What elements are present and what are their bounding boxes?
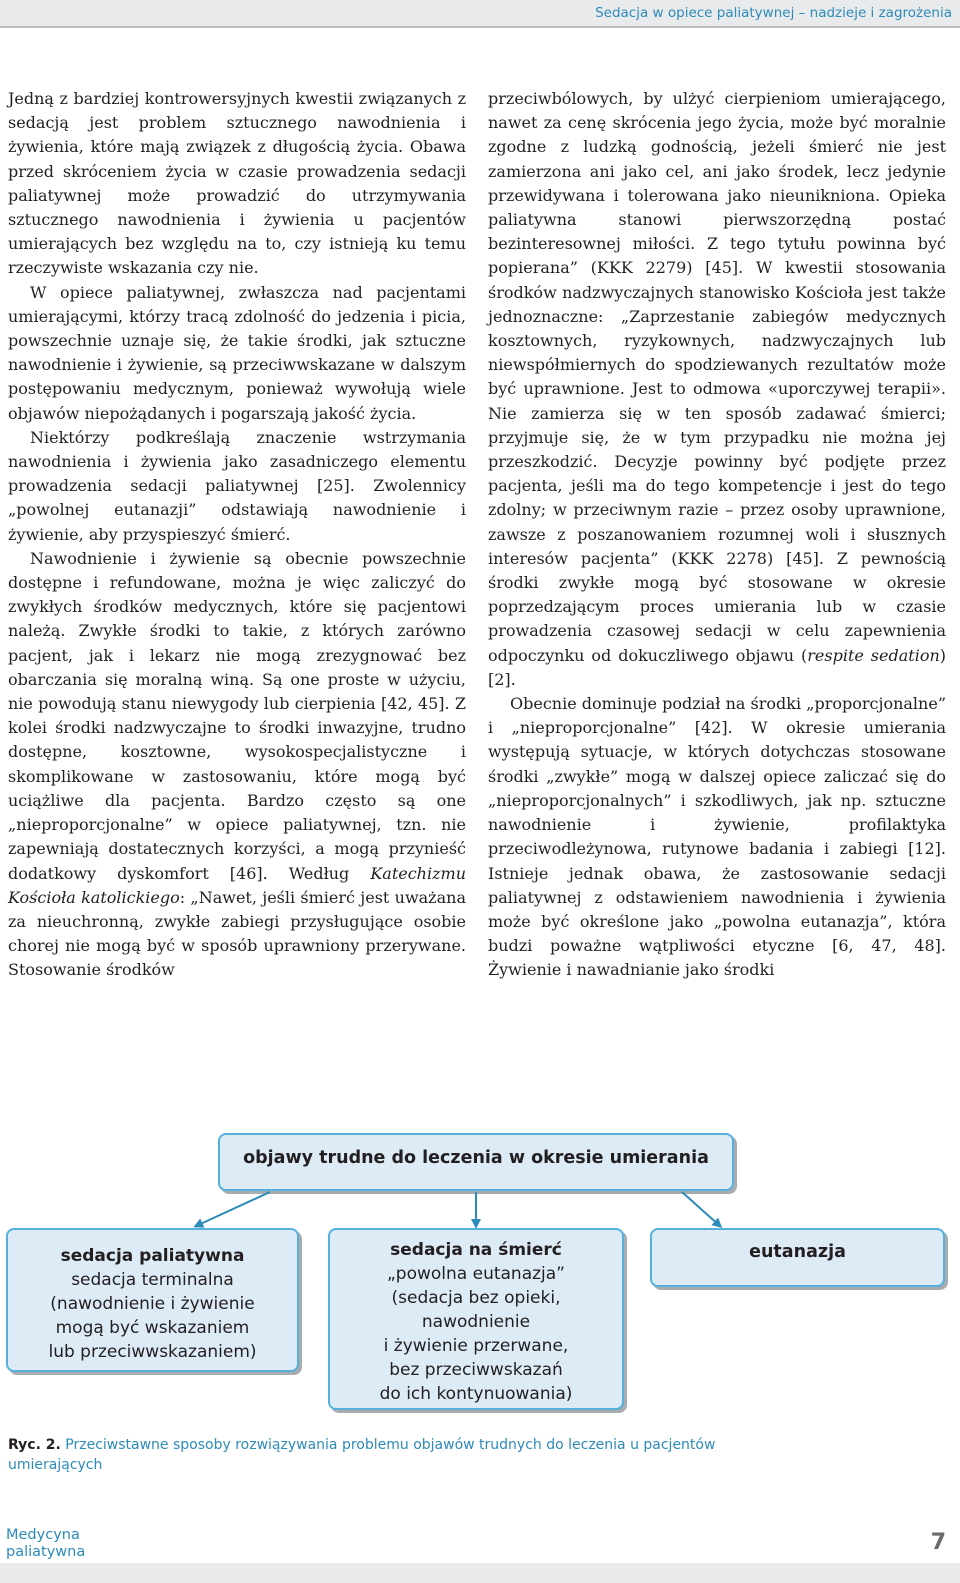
- latin-term: respite sedation: [807, 645, 940, 665]
- left-column: [8, 87, 466, 983]
- box-line: (nawodnienie i żywienie: [50, 1294, 255, 1314]
- paragraph: Niektórzy podkreślają znaczenie wstrzymania nawodnienia i żywienia jako zasadniczego elementu prowadzenia sedacji paliatywnej [25]. Zwolennicy „powolnej eutanazji” odstawiają nawodnienie i żywienie, aby przyspieszyć śmierć.: [8, 427, 466, 544]
- figure-box-euthanasia: [650, 1228, 945, 1287]
- paragraph: W opiece paliatywnej, zwłaszcza nad pacjentami umierającymi, którzy tracą zdolność do jedzenia i picia, powszechnie uznaje się, że takie środki, jak sztuczne nawodnienie i żywienie, są przeciwwskazane w dalszym postępowaniu medycznym, ponieważ wywołują wiele objawów niepożądanych i pogarszają jakość życia.: [8, 282, 466, 423]
- figure-box-sedation-to-death: [328, 1228, 624, 1410]
- box-line: lub przeciwwskazaniem): [48, 1342, 257, 1362]
- journal-logo: [6, 1527, 85, 1561]
- page-number: 7: [930, 1530, 946, 1555]
- running-header: [0, 0, 960, 28]
- caption-label: Ryc. 2.: [8, 1437, 61, 1453]
- box-line: sedacja terminalna: [71, 1270, 234, 1290]
- paragraph: Jedną z bardziej kontrowersyjnych kwestii związanych z sedacją jest problem sztucznego nawodnienia i żywienia, które mają związek z długością życia. Obawa przed skróceniem życia w czasie prowadzenia sedacji paliatywnej może prowadzić do utrzymywania sztucznego nawodnienia i żywienia u pacjentów umierających bez względu na to, czy istnieją ku temu rzeczywiste wskazania czy nie.: [8, 89, 466, 278]
- box-line: i żywienie przerwane,: [383, 1336, 569, 1356]
- box-line: (sedacja bez opieki,: [391, 1288, 561, 1308]
- paragraph: Obecnie dominuje podział na środki „proporcjonalne” i „nieproporcjonalne” [42]. W okresie umierania występują sytuacje, w których dotychczas stosowane środki „zwykłe” mogą w dalszej opiece zaliczać się do „nieproporcjonalnych” i szkodliwych, jak np. sztuczne nawodnienie i żywienie, profilaktyka przeciwodleżynowa, rutynowe badania i zabiegi [12]. Istnieje jednak obawa, że zastosowanie sedacji paliatywnej z odstawieniem nawodnienia i żywienia może być określone jako „powolna eutanazja”, która budzi poważne wątpliwości etyczne [6, 47, 48]. Żywienie i nawadnianie jako środki: [488, 694, 946, 980]
- box-title: sedacja na śmierć: [390, 1240, 562, 1260]
- right-column: [488, 87, 946, 983]
- paragraph: Nawodnienie i żywienie są obecnie powszechnie dostępne i refundowane, można je więc zaliczyć do zwykłych środków medycznych, które się pacjentowi należą. Zwykłe środki to takie, z których zarówno pacjent, jak i lekarz nie mogą zrezygnować bez obarczania się moralną winą. Są one proste w użyciu, nie powodują stanu niewygody lub cierpienia [42, 45]. Z kolei środki nadzwyczajne to środki inwazyjne, trudno dostępne, kosztowne, wysokospecjalistyczne i skomplikowane w zastosowaniu, które mogą być uciążliwe dla pacjenta. Bardzo często są one „nieproporcjonalne” w opiece paliatywnej, tzn. nie zapewniają dostatecznych korzyści, a mogą przynieść dodatkowy dyskomfort [46]. Według Katechizmu Kościoła katolickiego: „Nawet, jeśli śmierć jest uważana za nieuchronną, zwykłe zabiegi przysługujące osobie chorej nie mogą być w sposób uprawniony przerywane. Stosowanie środków: [8, 548, 467, 980]
- figure-top-label: objawy trudne do leczenia w okresie umierania: [243, 1148, 709, 1168]
- figure-top-box: [218, 1133, 734, 1191]
- journal-name-line1: Medycyna: [6, 1527, 80, 1543]
- box-line: „powolna eutanazja”: [386, 1264, 565, 1284]
- running-title: Sedacja w opiece paliatywnej – nadzieje i zagrożenia: [595, 5, 952, 21]
- box-title: eutanazja: [749, 1242, 846, 1262]
- arrow-left: [196, 1192, 270, 1226]
- caption-text: Przeciwstawne sposoby rozwiązywania problemu objawów trudnych do leczenia u pacjentów umierających: [8, 1437, 716, 1473]
- box-line: mogą być wskazaniem: [55, 1318, 250, 1338]
- arrow-right: [682, 1192, 720, 1226]
- figure-arrows: [0, 1190, 960, 1232]
- paragraph: przeciwbólowych, by ulżyć cierpieniom umierającego, nawet za cenę skrócenia jego życia, może być moralnie zgodne z ludzką godnością, jeżeli śmierć nie jest zamierzona ani jako cel, ani jako środek, lecz jedynie przewidywana i tolerowana jako nieunikniona. Opieka paliatywna stanowi pierwszorzędną postać bezinteresownej miłości. Z tego tytułu powinna być popierana” (KKK 2279) [45]. W kwestii stosowania środków nadzwyczajnych stanowisko Kościoła jest także jednoznaczne: „Zaprzestanie zabiegów medycznych kosztownych, ryzykownych, nadzwyczajnych lub niewspółmiernych do spodziewanych rezultatów może być uprawnione. Jest to odmowa «uporczywej terapii». Nie zamierza się w ten sposób zadawać śmierci; przyjmuje się, że w tym przypadku nie można jej przeszkodzić. Decyzje powinny być podjęte przez pacjenta, jeśli ma do tego kompetencje i jest do tego zdolny; w przeciwnym razie – przez osoby uprawnione, zawsze z poszanowaniem rozumnej woli i słusznych interesów pacjenta” (KKK 2278) [45]. Z pewnością środki zwykłe mogą być stosowane w okresie poprzedzającym proces umierania lub w czasie prowadzenia czasowej sedacji w celu zapewnienia odpoczynku od dokuczliwego objawu (respite sedation) [2].: [488, 89, 947, 689]
- figure-caption: [8, 1435, 728, 1475]
- box-line: bez przeciwwskazań: [389, 1360, 563, 1380]
- figure-box-palliative-sedation: [6, 1228, 299, 1372]
- box-title: sedacja paliatywna: [60, 1246, 245, 1266]
- footer-band: [0, 1563, 960, 1583]
- box-line: nawodnienie: [421, 1312, 531, 1332]
- journal-name-line2: paliatywna: [6, 1544, 86, 1560]
- box-line: do ich kontynuowania): [379, 1384, 573, 1404]
- catechism-title: Katechizmu Kościoła katolickiego: [8, 863, 467, 907]
